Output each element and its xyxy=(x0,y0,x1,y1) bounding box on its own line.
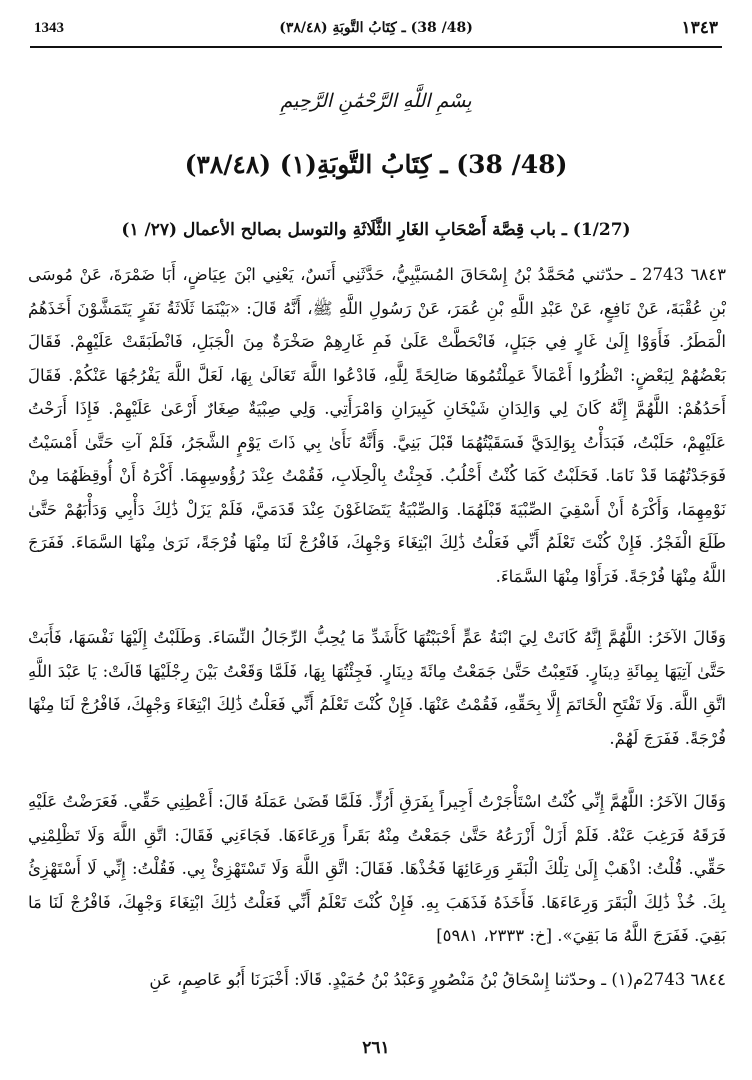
hadith-paragraph: وَقَالَ الآخَرُ: اللَّهُمَّ إِنَّهُ كَانَتْ لِيَ ابْنَةُ عَمٍّ أَحْبَبْتُهَا كَأَشَدِّ مَا يُحِبُّ الرِّجَالُ النِّسَاءَ. وَطَلَبْتُ إِلَيْهَا نَفْسَهَا، فَأَبَتْ حَتَّىٰ آتِيَهَا بِمِائَةِ دِينَارٍ. فَتَعِبْتُ حَتَّىٰ جَمَعْتُ مِائَةَ دِينَارٍ. فَجِئْتُهَا بِهَا، فَلَمَّا وَقَعْتُ بَيْنَ رِجْلَيْهَا قَالَتْ: يَا عَبْدَ اللَّهِ اتَّقِ اللَّهَ. وَلَا تَفْتَحِ الْخَاتَمَ إِلَّا بِحَقِّهِ، فَقُمْتُ عَنْهَا. فَإِنْ كُنْتَ تَعْلَمُ أَنِّي فَعَلْتُ ذَٰلِكَ ابْتِغَاءَ وَجْهِكَ، فَافْرُجْ لَنَا مِنْهَا فُرْجَةً. فَفَرَجَ لَهُمْ. xyxy=(28,628,726,748)
footer-page-number: ٢٦١ xyxy=(362,1038,390,1058)
header-divider xyxy=(30,46,722,48)
header-running-title: (48/ 38) ـ كِتَابُ التَّوبَةِ (٣٨/٤٨) xyxy=(279,20,473,36)
basmala: بِسْمِ اللَّهِ الرَّحْمَٰنِ الرَّحِيمِ xyxy=(280,90,472,112)
hadith-paragraph: وَقَالَ الآخَرُ: اللَّهُمَّ إِنِّي كُنْتُ اسْتَأْجَرْتُ أَجِيراً بِفَرَقِ أَرُزٍّ. فَلَمَّا قَضَىٰ عَمَلَهُ قَالَ: أَعْطِنِي حَقِّي. فَعَرَضْتُ عَلَيْهِ فَرَقَهُ فَرَغِبَ عَنْهُ. فَلَمْ أَزَلْ أَزْرَعُهُ حَتَّىٰ جَمَعْتُ مِنْهُ بَقَراً وَرِعَاءَهَا. فَجَاءَنِي فَقَالَ: اتَّقِ اللَّهَ وَلَا تَظْلِمْنِي حَقِّي. قُلْتُ: اذْهَبْ إِلَىٰ تِلْكَ الْبَقَرِ وَرِعَائِهَا فَخُذْهَا. فَقَالَ: اتَّقِ اللَّهَ وَلَا تَسْتَهْزِئْ بِي. فَقُلْتُ: إِنِّي لَا أَسْتَهْزِئُ بِكَ. خُذْ ذَٰلِكَ الْبَقَرَ وَرِعَاءَهَا. فَأَخَذَهُ فَذَهَبَ بِهِ. فَإِنْ كُنْتَ تَعْلَمُ أَنِّي فَعَلْتُ ذَٰلِكَ ابْتِغَاءَ وَجْهِكَ، فَافْرُجْ لَنَا مَا بَقِيَ. فَفَرَجَ اللَّهُ مَا بَقِيَ». [خ: ٢٣٣٣، ٥٩٨١] xyxy=(28,792,726,945)
book-title: (48/ 38) ـ كِتَابُ التَّوبَةِ(١) (٣٨/٤٨) xyxy=(184,150,568,179)
header-page-number-latin: 1343 xyxy=(34,20,64,36)
chapter-title: (1/27) ـ باب قِصَّة أَصْحَابِ الغَارِ الثَّلَاثَةِ والتوسل بصالح الأعمال (٢٧/ ١) xyxy=(121,220,631,240)
hadith-paragraph: ٦٨٤٤ 2743م(١) ـ وحدّثنا إِسْحَاقُ بْنُ مَنْصُورٍ وَعَبْدُ بْنُ حُمَيْدٍ. قَالَا: أَخْبَرَنَا أَبُو عَاصِمٍ، عَنِ xyxy=(149,970,726,989)
header-page-number-arabic: ١٣٤٣ xyxy=(681,18,718,38)
page-header xyxy=(30,12,722,46)
hadith-paragraph: ٦٨٤٣ 2743 ـ حدّثني مُحَمَّدُ بْنُ إِسْحَاقَ المُسَيَّبِيُّ، حَدَّثَنِي أَنَسٌ، يَعْنِي ابْنَ عِيَاضٍ، أَبَا ضَمْرَةَ، عَنْ مُوسَى بْنِ عُقْبَةَ، عَنْ نَافِعٍ، عَنْ عَبْدِ اللَّهِ بْنِ عُمَرَ، عَنْ رَسُولِ اللَّهِ ﷺ، أَنَّهُ قَالَ: «بَيْنَمَا ثَلَاثَةُ نَفَرٍ يَتَمَشَّوْنَ أَخَذَهُمُ الْمَطَرُ. فَأَوَوْا إِلَىٰ غَارٍ فِي جَبَلٍ، فَانْحَطَّتْ عَلَىٰ فَمِ غَارِهِمْ صَخْرَةٌ مِنَ الْجَبَلِ، فَانْطَبَقَتْ عَلَيْهِمْ. فَقَالَ بَعْضُهُمْ لِبَعْضٍ: انْظُرُوا أَعْمَالاً عَمِلْتُمُوهَا صَالِحَةً لِلَّهِ، فَادْعُوا اللَّهَ تَعَالَىٰ بِهَا، لَعَلَّ اللَّهَ يَفْرُجُهَا عَنْكُمْ. فَقَالَ أَحَدُهُمْ: اللَّهُمَّ إِنَّهُ كَانَ لِي وَالِدَانِ شَيْخَانِ كَبِيرَانِ وَامْرَأَتِي. وَلِي صِبْيَةٌ صِغَارٌ أَرْعَىٰ عَلَيْهِمْ. فَإِذَا أَرَحْتُ عَلَيْهِمْ، حَلَبْتُ، فَبَدَأْتُ بِوَالِدَيَّ فَسَقَيْتُهُمَا قَبْلَ بَنِيَّ. وَأَنَّهُ نَأَىٰ بِي ذَاتَ يَوْمٍ الشَّجَرُ، فَلَمْ آتِ حَتَّىٰ أَمْسَيْتُ فَوَجَدْتُهُمَا قَدْ نَامَا. فَحَلَبْتُ كَمَا كُنْتُ أَحْلُبُ. فَجِئْتُ بِالْحِلَابِ، فَقُمْتُ عِنْدَ رُؤُوسِهِمَا. أَكْرَهُ أَنْ أُوقِظَهُمَا مِنْ نَوْمِهِمَا، وَأَكْرَهُ أَنْ أَسْقِيَ الصِّبْيَةَ قَبْلَهُمَا. وَالصِّبْيَةُ يَتَضَاغَوْنَ عِنْدَ قَدَمَيَّ، فَلَمْ يَزَلْ ذَٰلِكَ دَأْبِي وَدَأْبَهُمْ حَتَّىٰ طَلَعَ الْفَجْرُ. فَإِنْ كُنْتَ تَعْلَمُ أَنِّي فَعَلْتُ ذَٰلِكَ ابْتِغَاءَ وَجْهِكَ، فَافْرُجْ لَنَا مِنْهَا فُرْجَةً، نَرَىٰ مِنْهَا السَّمَاءَ. فَفَرَجَ اللَّهُ مِنْهَا فُرْجَةً. فَرَأَوْا مِنْهَا السَّمَاءَ. xyxy=(28,265,727,586)
